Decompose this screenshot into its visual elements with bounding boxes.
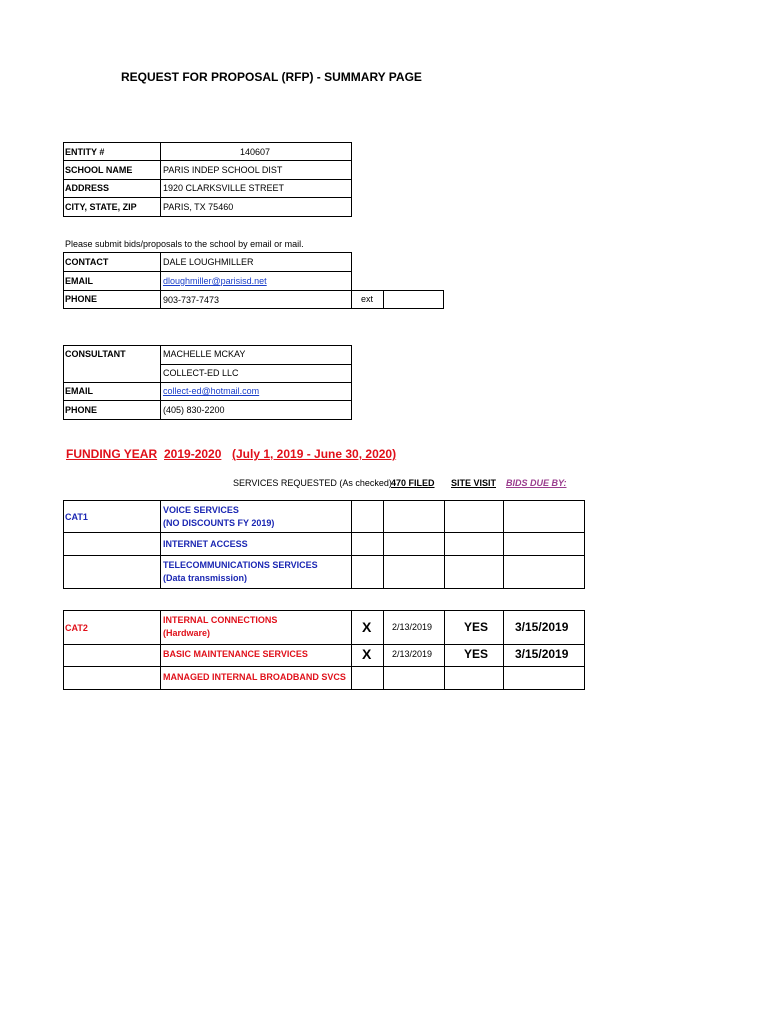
checked-mark: X <box>362 646 372 662</box>
phone-label: PHONE <box>65 294 98 304</box>
address-label: ADDRESS <box>65 183 110 193</box>
filed-date: 2/13/2019 <box>392 622 433 632</box>
site-visit-value: YES <box>464 647 489 661</box>
funding-year-value: 2019-2020 <box>164 447 222 461</box>
address-value: 1920 CLARKSVILLE STREET <box>163 183 285 193</box>
ext-label: ext <box>361 294 374 304</box>
bids-due-date: 3/15/2019 <box>515 620 569 634</box>
city-state-zip-value: PARIS, TX 75460 <box>163 202 234 212</box>
cat1-label: CAT1 <box>65 512 88 522</box>
filed-470-header: 470 FILED <box>391 478 435 488</box>
cat2-row-line1: INTERNAL CONNECTIONS <box>163 615 278 625</box>
cat1-row-line2: (Data transmission) <box>163 573 248 583</box>
school-name-value: PARIS INDEP SCHOOL DIST <box>163 165 283 175</box>
site-visit-header: SITE VISIT <box>451 478 497 488</box>
funding-year-label: FUNDING YEAR <box>66 447 158 461</box>
email-label: EMAIL <box>65 276 93 286</box>
page-title: REQUEST FOR PROPOSAL (RFP) - SUMMARY PAGE <box>121 70 422 84</box>
cat1-row-line1: VOICE SERVICES <box>163 505 239 515</box>
cat2-row-line2: (Hardware) <box>163 628 211 638</box>
entity-label: ENTITY # <box>65 147 105 157</box>
consultant-value: MACHELLE MCKAY <box>163 349 246 359</box>
site-visit-value: YES <box>464 620 489 634</box>
contact-email-link[interactable]: dloughmiller@parisisd.net <box>163 276 267 286</box>
city-state-zip-label: CITY, STATE, ZIP <box>65 202 137 212</box>
consultant-phone-label: PHONE <box>65 405 98 415</box>
consultant-email-label: EMAIL <box>65 386 93 396</box>
bids-due-date: 3/15/2019 <box>515 647 569 661</box>
contact-value: DALE LOUGHMILLER <box>163 257 254 267</box>
bids-due-header: BIDS DUE BY: <box>506 478 567 488</box>
cat2-row-line1: BASIC MAINTENANCE SERVICES <box>163 649 308 659</box>
checked-mark: X <box>362 619 372 635</box>
cat1-row-line1: TELECOMMUNICATIONS SERVICES <box>163 560 318 570</box>
consultant-phone-value: (405) 830-2200 <box>163 405 225 415</box>
entity-value: 140607 <box>240 147 271 157</box>
cat2-label: CAT2 <box>65 623 88 633</box>
consultant-company: COLLECT-ED LLC <box>163 368 239 378</box>
instruction-text: Please submit bids/proposals to the school by email or mail. <box>65 239 304 249</box>
funding-year-range: (July 1, 2019 - June 30, 2020) <box>232 447 397 461</box>
cat1-row-line1: INTERNET ACCESS <box>163 539 248 549</box>
services-requested-header: SERVICES REQUESTED (As checked) <box>233 478 392 488</box>
consultant-label: CONSULTANT <box>65 349 126 359</box>
contact-label: CONTACT <box>65 257 109 267</box>
cat1-row-line2: (NO DISCOUNTS FY 2019) <box>163 518 275 528</box>
consultant-email-link[interactable]: collect-ed@hotmail.com <box>163 386 260 396</box>
filed-date: 2/13/2019 <box>392 649 433 659</box>
phone-value: 903-737-7473 <box>163 295 220 305</box>
cat2-row-line1: MANAGED INTERNAL BROADBAND SVCS <box>163 672 346 682</box>
school-name-label: SCHOOL NAME <box>65 165 133 175</box>
